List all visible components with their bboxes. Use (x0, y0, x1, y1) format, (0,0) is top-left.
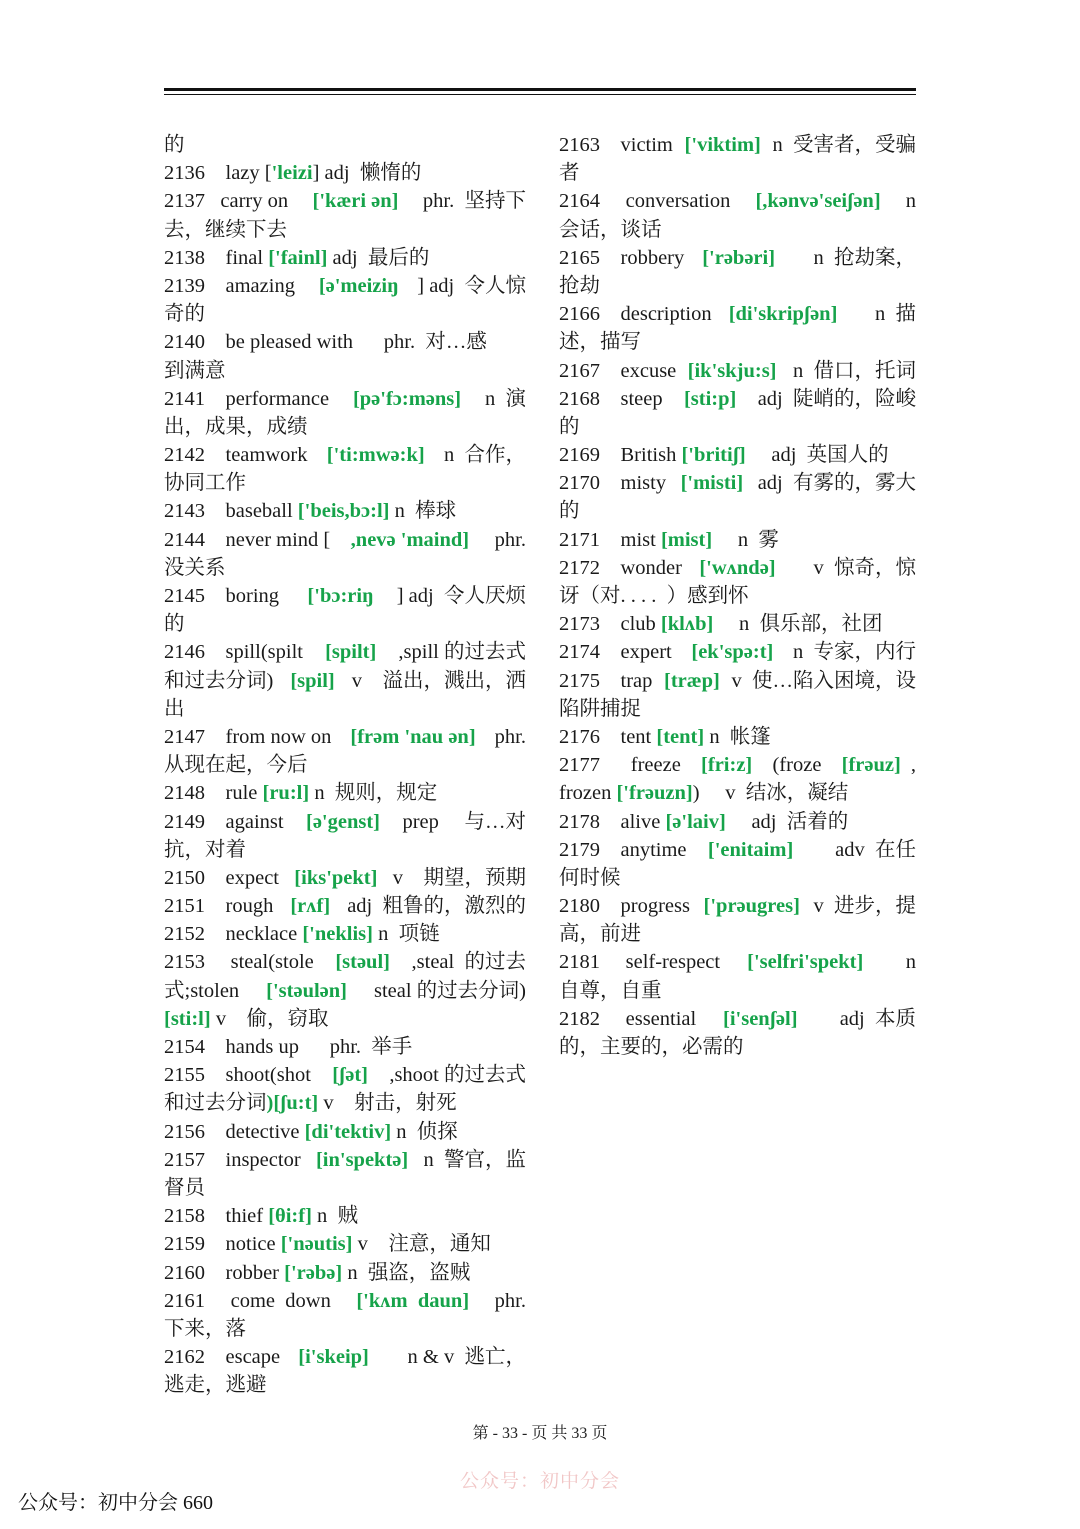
entry-text: ,spill 的过去式 (398, 641, 526, 664)
entry-text: 2172 wonder (559, 556, 688, 579)
entry-text: n 项链 (372, 923, 440, 946)
entry-text: 2149 against (164, 810, 289, 833)
entry-text: n 规则，规定 (309, 782, 438, 805)
phonetic-text: [fri:z] (701, 754, 753, 777)
entry-text: 2161 come down (164, 1289, 342, 1312)
entry-text: 2169 British (559, 444, 682, 467)
entry-text: n 贼 (311, 1205, 359, 1228)
entry-text: 讶（对. . . . ）感到怀 (559, 585, 749, 607)
vocab-line (164, 1371, 526, 1399)
watermark-left: 公众号：初中分会 660 (18, 1492, 213, 1514)
entry-text: adj 活着的 (725, 810, 849, 833)
phonetic-text: ['fainl] (268, 246, 328, 269)
vocab-line (164, 808, 526, 836)
entry-text: v 期望，预期 (387, 866, 526, 889)
vocab-line (164, 892, 526, 920)
vocab-line (164, 1005, 526, 1033)
entry-text: v 注意，通知 (352, 1233, 491, 1256)
vocab-line (164, 1343, 526, 1371)
entry-text: n 侦探 (391, 1120, 458, 1143)
vocab-line (164, 385, 526, 413)
phonetic-text: [ə'meiziŋ (318, 274, 399, 297)
vocab-line (164, 554, 526, 582)
entry-text: v 进步，提 (808, 895, 916, 918)
entry-text: 2136 lazy [ (164, 162, 272, 185)
vocab-line (164, 638, 526, 666)
entry-text: phr. 坚持下 (417, 190, 526, 213)
entry-text: 2145 boring (164, 585, 285, 607)
entry-text: 抢劫 (559, 274, 600, 297)
vocab-line (559, 385, 916, 413)
vocab-line (164, 441, 526, 469)
vocab-line (164, 751, 526, 779)
entry-text: 2164 conversation (559, 190, 741, 213)
phonetic-text: ['stəulən] (266, 979, 347, 1002)
vocab-line (559, 667, 916, 695)
vocab-line (559, 526, 916, 554)
entry-text: 从现在起，今后 (164, 754, 308, 777)
entry-text: 2141 performance (164, 387, 335, 410)
phonetic-text: [frəuz] (841, 754, 901, 777)
phonetic-text: ['kæri ən] (312, 190, 399, 213)
entry-text: adj 粗鲁的，激烈的 (342, 895, 526, 918)
vocab-line (164, 695, 526, 723)
phonetic-text: ['rəbəri] (702, 246, 776, 269)
entry-text: phr. (484, 1289, 526, 1312)
entry-text: 2155 shoot(shot (164, 1064, 311, 1087)
vocab-line (164, 667, 526, 695)
entry-text: n 棒球 (389, 500, 457, 523)
entry-text: 2159 notice (164, 1233, 281, 1256)
entry-text: 2170 misty (559, 472, 672, 495)
entry-text: 2151 rough (164, 895, 279, 918)
vocab-line (559, 413, 916, 441)
vocab-line (559, 244, 916, 272)
entry-text: 2174 expert (559, 641, 677, 664)
vocab-line (164, 469, 526, 497)
entry-text: 2157 inspector (164, 1148, 306, 1171)
vocab-line (559, 328, 916, 356)
vocab-line (559, 695, 916, 723)
entry-text: n & v 逃亡， (381, 1346, 526, 1369)
vocab-line (559, 610, 916, 638)
entry-text: 的 (164, 134, 185, 156)
entry-text: 2146 spill(spilt (164, 641, 303, 664)
entry-text: n 抢劫案， (787, 246, 916, 269)
entry-text: 高，前进 (559, 923, 641, 946)
vocab-line (559, 357, 916, 385)
vocab-line (164, 1315, 526, 1343)
entry-text: adj 英国人的 (745, 444, 889, 467)
vocab-line (559, 808, 916, 836)
phonetic-text: [tent] (656, 725, 705, 748)
entry-text: 2153 steal(stole (164, 951, 314, 974)
vocab-line (559, 723, 916, 751)
phonetic-text: [iks'pekt] (294, 866, 378, 889)
entry-text: 2158 thief (164, 1205, 269, 1228)
vocab-line (164, 920, 526, 948)
entry-text: 2152 necklace (164, 923, 303, 946)
vocab-line (559, 469, 916, 497)
entry-text: 2148 rule (164, 782, 263, 805)
phonetic-text: [,kənvə'seiʃən] (755, 190, 881, 213)
entry-text: steal 的过去分词) (373, 979, 526, 1002)
vocab-line (164, 1118, 526, 1146)
entry-text: 2150 expect (164, 866, 285, 889)
watermark-center: 公众号：初中分会 (459, 1471, 620, 1492)
entry-text: 去，继续下去 (164, 218, 287, 241)
phonetic-text: [di'skripʃən] (728, 303, 838, 326)
entry-text: n 俱乐部，社团 (713, 613, 883, 636)
entry-text: n 帐篷 (704, 725, 771, 748)
phonetic-text: ['frəuzn] (616, 782, 693, 805)
entry-text: 下来，落 (164, 1317, 246, 1340)
phonetic-text: ['britiʃ] (681, 444, 746, 467)
vocab-column-right (559, 131, 916, 1061)
phonetic-text: ['kʌm daun] (356, 1289, 470, 1312)
entry-text: 2143 baseball (164, 500, 298, 523)
entry-text: 述，描写 (559, 331, 641, 354)
entry-text: 2140 be pleased with phr. 对…感 (164, 331, 487, 354)
vocab-line (559, 187, 916, 215)
phonetic-text: [θi:f] (268, 1205, 312, 1228)
entry-text: 的 (559, 415, 580, 438)
vocab-line (164, 1061, 526, 1089)
vocab-line (164, 413, 526, 441)
phonetic-text: )[ʃu:t] (266, 1092, 319, 1115)
entry-text: phr. (489, 528, 526, 551)
entry-text: 出，成果，成绩 (164, 415, 308, 438)
entry-text: 自尊，自重 (559, 979, 662, 1002)
vocab-line (164, 1033, 526, 1061)
vocab-line (559, 272, 916, 300)
vocab-line (559, 216, 916, 244)
entry-text: 出 (164, 697, 185, 720)
header-rule-thin (164, 94, 916, 95)
vocab-line (164, 526, 526, 554)
entry-text: adj 最后的 (327, 246, 430, 269)
phonetic-text: [frəm 'nau ən] (350, 725, 476, 748)
entry-text: 2154 hands up phr. 举手 (164, 1036, 413, 1058)
phonetic-text: [mist] (660, 528, 713, 551)
entry-text: 的 (559, 500, 580, 523)
vocab-line (559, 779, 916, 807)
entry-text: 的 (164, 613, 185, 636)
entry-text: n (880, 951, 916, 974)
vocab-line (559, 1033, 916, 1061)
phonetic-text: [stəul] (335, 951, 390, 974)
entry-text: n 演 (479, 387, 526, 410)
entry-text: 2160 robber (164, 1261, 285, 1284)
entry-text: 2175 trap (559, 669, 658, 692)
phonetic-text: ['viktim] (684, 134, 761, 156)
entry-text: frozen (559, 782, 617, 805)
entry-text: 者 (559, 162, 580, 185)
entry-text: phr. (489, 725, 526, 748)
phonetic-text: [sti:p] (683, 387, 737, 410)
vocab-line (164, 864, 526, 892)
entry-text: 没关系 (164, 556, 226, 579)
entry-text: v 偷，窃取 (210, 1007, 329, 1030)
header-rule-thick (164, 88, 916, 91)
vocab-line (164, 948, 526, 976)
vocab-line (559, 638, 916, 666)
phonetic-text: [spil] (290, 669, 335, 692)
entry-text: adj 本质 (814, 1007, 916, 1030)
vocab-line (164, 497, 526, 525)
phonetic-text: 'leizi (271, 162, 313, 185)
vocab-line (559, 159, 916, 187)
entry-text: , (910, 754, 916, 777)
entry-text: 式;stolen (164, 979, 240, 1002)
vocab-line (559, 554, 916, 582)
entry-text: 2180 progress (559, 895, 696, 918)
phonetic-text: ['neklis] (302, 923, 373, 946)
phonetic-text: [ek'spə:t] (691, 641, 774, 664)
entry-text: v 惊奇，惊 (787, 556, 916, 579)
vocab-line (164, 1287, 526, 1315)
phonetic-text: [ʃət] (332, 1064, 369, 1087)
phonetic-text: [ə'laiv] (665, 810, 726, 833)
entry-text: 2139 amazing (164, 274, 301, 297)
entry-text: adj 陡峭的，险峻 (752, 387, 916, 410)
vocab-line (164, 244, 526, 272)
entry-text: 督员 (164, 1176, 205, 1199)
entry-text: 逃走，逃避 (164, 1374, 267, 1397)
entry-text: 2178 alive (559, 810, 666, 833)
phonetic-text: [pə'fɔ:məns] (352, 387, 462, 410)
entry-text: v 溢出，溅出，洒 (346, 669, 526, 692)
entry-text: n 雾 (712, 528, 779, 551)
phonetic-text: [klʌb] (660, 613, 714, 636)
page-footer: 第 - 33 - 页 共 33 页 (472, 1425, 608, 1442)
phonetic-text: [ə'genst] (306, 810, 381, 833)
vocab-line (559, 836, 916, 864)
entry-text: 2156 detective (164, 1120, 305, 1143)
vocab-column-left (164, 131, 526, 1399)
entry-text: 2163 victim (559, 134, 679, 156)
entry-text: 2182 essential (559, 1007, 707, 1030)
vocab-line (164, 187, 526, 215)
entry-text: ] adj 令人惊 (417, 274, 526, 297)
vocab-line (164, 1259, 526, 1287)
vocab-line (164, 300, 526, 328)
phonetic-text: ,nevə 'maind] (350, 528, 470, 551)
vocab-line (164, 357, 526, 385)
entry-text: ,steal 的过去 (411, 951, 526, 974)
entry-text: adv 在任 (809, 838, 916, 861)
entry-text: 2173 club (559, 613, 661, 636)
vocab-line (164, 216, 526, 244)
vocab-line (164, 1089, 526, 1117)
phonetic-text: ['bɔ:riŋ (307, 585, 374, 607)
vocab-line (559, 300, 916, 328)
entry-text: n 强盗，盗贼 (342, 1261, 471, 1284)
vocab-line (559, 892, 916, 920)
entry-text: n 合作， (438, 444, 526, 467)
entry-text: n 借口，托词 (787, 359, 916, 382)
entry-text: 2166 description (559, 303, 717, 326)
entry-text: 何时候 (559, 866, 621, 889)
vocab-line (559, 131, 916, 159)
entry-text: 2165 robbery (559, 246, 690, 269)
vocab-line (164, 272, 526, 300)
entry-text: 2171 mist (559, 528, 661, 551)
vocab-line (164, 977, 526, 1005)
phonetic-text: [in'spektə] (315, 1148, 409, 1171)
phonetic-text: [ik'skju:s] (687, 359, 777, 382)
vocab-line (559, 1005, 916, 1033)
vocab-line (164, 131, 526, 159)
vocab-line (164, 1230, 526, 1258)
entry-text: 2142 teamwork (164, 444, 313, 467)
entry-text: 协同工作 (164, 472, 246, 495)
entry-text: n (895, 190, 916, 213)
entry-text: 和过去分词 (164, 1092, 267, 1115)
entry-text: 2137 carry on (164, 190, 294, 213)
phonetic-text: [rʌf] (290, 895, 331, 918)
phonetic-text: [spilt] (325, 641, 377, 664)
vocab-line (559, 864, 916, 892)
entry-text: (froze (762, 754, 832, 777)
vocab-line (164, 610, 526, 638)
entry-text: 2179 anytime (559, 838, 692, 861)
vocab-line (164, 159, 526, 187)
entry-text: 2176 tent (559, 725, 657, 748)
vocab-line (164, 779, 526, 807)
entry-text: adj 有雾的，雾大 (752, 472, 916, 495)
vocab-line (559, 751, 916, 779)
vocab-line (164, 1174, 526, 1202)
phonetic-text: ['misti] (680, 472, 744, 495)
entry-text: n 受害者，受骗 (767, 134, 916, 156)
vocab-line (164, 836, 526, 864)
vocab-line (164, 1202, 526, 1230)
phonetic-text: ['wʌndə] (699, 556, 776, 579)
entry-text: 的，主要的，必需的 (559, 1036, 744, 1058)
entry-text: 2144 never mind [ (164, 528, 331, 551)
vocab-line (164, 328, 526, 356)
phonetic-text: ['selfri'spekt] (747, 951, 864, 974)
phonetic-text: ['prəugres] (703, 895, 800, 918)
entry-text: ] adj 令人厌烦 (396, 585, 526, 607)
vocab-line (164, 723, 526, 751)
entry-text: 抗，对着 (164, 838, 246, 861)
vocab-line (559, 582, 916, 610)
entry-text: 陷阱捕捉 (559, 697, 641, 720)
vocab-line (559, 948, 916, 976)
vocab-line (559, 497, 916, 525)
entry-text: 奇的 (164, 303, 205, 326)
vocab-line (559, 977, 916, 1005)
phonetic-text: [sti:l] (164, 1007, 211, 1030)
entry-text: 2138 final (164, 246, 269, 269)
phonetic-text: [i'skeip] (298, 1346, 369, 1369)
phonetic-text: ['enitaim] (707, 838, 794, 861)
phonetic-text: ['ti:mwə:k] (326, 444, 425, 467)
entry-text: 2167 excuse (559, 359, 677, 382)
entry-text: n 警官，监 (418, 1148, 526, 1171)
phonetic-text: ['beis,bɔ:l] (297, 500, 390, 523)
entry-text: ,shoot 的过去式 (389, 1064, 526, 1087)
phonetic-text: [ru:l] (262, 782, 310, 805)
entry-text: 和过去分词) (164, 669, 279, 692)
phonetic-text: ['nəutis] (280, 1233, 353, 1256)
entry-text: 2168 steep (559, 387, 668, 410)
vocab-line (164, 1146, 526, 1174)
entry-text: v 使…陷入困境，设 (726, 669, 916, 692)
vocab-line (559, 920, 916, 948)
phonetic-text: [i'senʃəl] (723, 1007, 798, 1030)
phonetic-text: [di'tektiv] (304, 1120, 392, 1143)
entry-text: 到满意 (164, 359, 226, 382)
entry-text: v 射击，射死 (318, 1092, 457, 1115)
entry-text: ] adj 懒惰的 (312, 162, 422, 185)
entry-text: 2181 self-respect (559, 951, 731, 974)
entry-text: 2147 from now on (164, 725, 337, 748)
entry-text: 2177 freeze (559, 754, 692, 777)
entry-text: 2162 escape (164, 1346, 286, 1369)
vocab-line (559, 441, 916, 469)
entry-text: ) v 结冰，凝结 (692, 782, 849, 805)
entry-text: n 描 (849, 303, 916, 326)
entry-text: n 专家，内行 (787, 641, 916, 664)
phonetic-text: [træp] (664, 669, 720, 692)
phonetic-text: ['rəbə] (284, 1261, 343, 1284)
vocab-line (164, 582, 526, 610)
entry-text: prep 与…对 (397, 810, 526, 833)
entry-text: 会话，谈话 (559, 218, 662, 241)
